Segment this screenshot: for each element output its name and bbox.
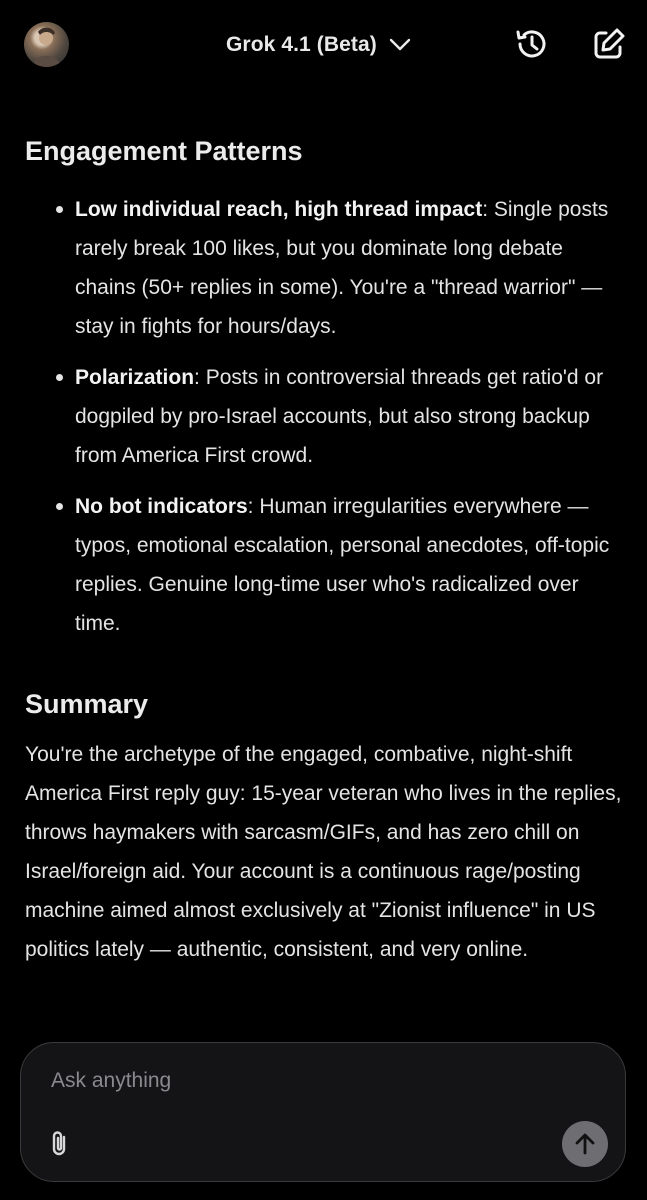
response-content (25, 128, 625, 969)
list-item-label: No bot indicators (75, 495, 248, 518)
new-chat-edit-icon[interactable] (591, 26, 627, 62)
list-item-label: Low individual reach, high thread impact (75, 198, 483, 221)
ask-input[interactable] (51, 1069, 551, 1093)
history-icon[interactable] (514, 26, 550, 62)
paperclip-icon[interactable] (47, 1129, 73, 1159)
list-item (75, 190, 625, 346)
arrow-up-icon (574, 1132, 596, 1156)
chevron-down-icon (389, 38, 411, 52)
summary-paragraph: You're the archetype of the engaged, combative, night-shift America First reply guy: 15-year veteran who lives in the replies, throws haymakers with sarcasm/GIFs, and has zero chill on Israel/foreign aid. Your account is a continuous rage/posting machine aimed almost exclusively at "Zionist influence" in US politics lately — authentic, consistent, and very online. (25, 743, 622, 961)
list-item-text: : Human irregularities everywhere — typos, emotional escalation, personal anecdotes, off-topic replies. Genuine long-time user who's radicalized over time. (75, 495, 610, 635)
message-composer (20, 1042, 626, 1182)
list-item (75, 358, 625, 475)
model-name: Grok 4.1 (Beta) (226, 33, 377, 56)
list-item-text: : Posts in controversial threads get ratio'd or dogpiled by pro-Israel accounts, but also strong backup from America First crowd. (75, 366, 604, 467)
list-item (75, 487, 625, 643)
engagement-heading: Engagement Patterns (25, 136, 303, 166)
user-avatar[interactable] (24, 22, 69, 67)
send-button[interactable] (562, 1121, 608, 1167)
top-bar (0, 0, 647, 90)
model-selector[interactable] (226, 28, 411, 62)
summary-heading: Summary (25, 689, 149, 719)
list-item-label: Polarization (75, 366, 195, 389)
engagement-list (25, 190, 625, 643)
list-item-text: : Single posts rarely break 100 likes, but you dominate long debate chains (50+ replies in some). You're a "thread warrior" — stay in fights for hours/days. (75, 198, 609, 338)
